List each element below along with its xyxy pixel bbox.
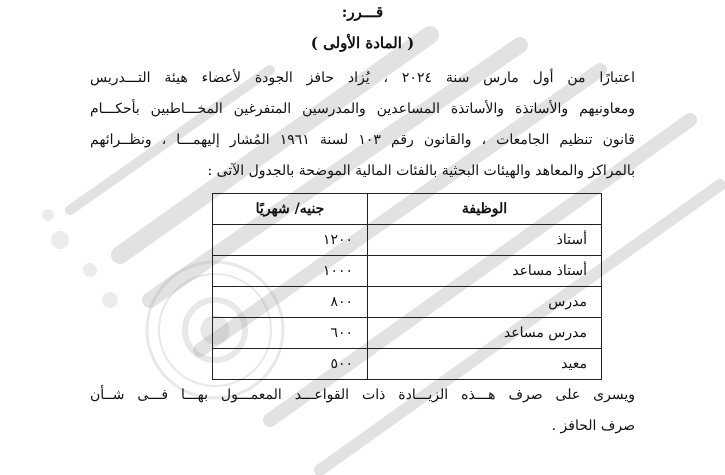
header-amount: جنيه/ شهريًا — [213, 194, 368, 225]
paragraph-line: صرف الحافز . — [551, 418, 635, 434]
decision-heading: قـــرر: — [341, 3, 384, 21]
paragraph-line: بالمراكز والمعاهد والهيئات البحثية بالفئات المالية الموضحة بالجدول الآتى : — [207, 163, 635, 179]
paragraph-line: قانون تنظيم الجامعات ، والقانون رقم ١٠٣ لسنة ١٩٦١ المُشار إليهمـــا ، ونظــرائهم — [90, 132, 635, 148]
table-row — [213, 287, 602, 318]
cell-amount: ٥٠٠ — [213, 349, 368, 380]
header-job: الوظيفة — [368, 194, 602, 225]
paragraph-line: ومعاونيهم والأساتذة والأساتذة المساعدين والمدرسين المتفرغين المخـــاطبين بأحكـــام — [90, 101, 635, 117]
cell-amount: ١٢٠٠ — [213, 225, 368, 256]
article-paragraph — [90, 63, 635, 187]
cell-job: أستاذ مساعد — [368, 256, 602, 287]
cell-amount: ١٠٠٠ — [213, 256, 368, 287]
cell-amount: ٦٠٠ — [213, 318, 368, 349]
table-header-row — [213, 194, 602, 225]
paragraph-line: اعتبارًا من أول مارس سنة ٢٠٢٤ ، يُزاد حافز الجودة لأعضاء هيئة التـــدريس — [90, 70, 635, 86]
table-row — [213, 225, 602, 256]
table-row — [213, 349, 602, 380]
incentive-table — [212, 193, 602, 380]
paragraph-line: ويسرى على صرف هـــذه الزيـــادة ذات القواعـــد المعمـــول بهـــا فـــى شــأن — [90, 387, 635, 403]
article-heading: ( المادة الأولى ) — [310, 34, 415, 52]
cell-job: مدرس مساعد — [368, 318, 602, 349]
cell-job: أستاذ — [368, 225, 602, 256]
table-row — [213, 256, 602, 287]
cell-amount: ٨٠٠ — [213, 287, 368, 318]
table-row — [213, 318, 602, 349]
closing-paragraph — [90, 380, 635, 442]
cell-job: مدرس — [368, 287, 602, 318]
cell-job: معيد — [368, 349, 602, 380]
